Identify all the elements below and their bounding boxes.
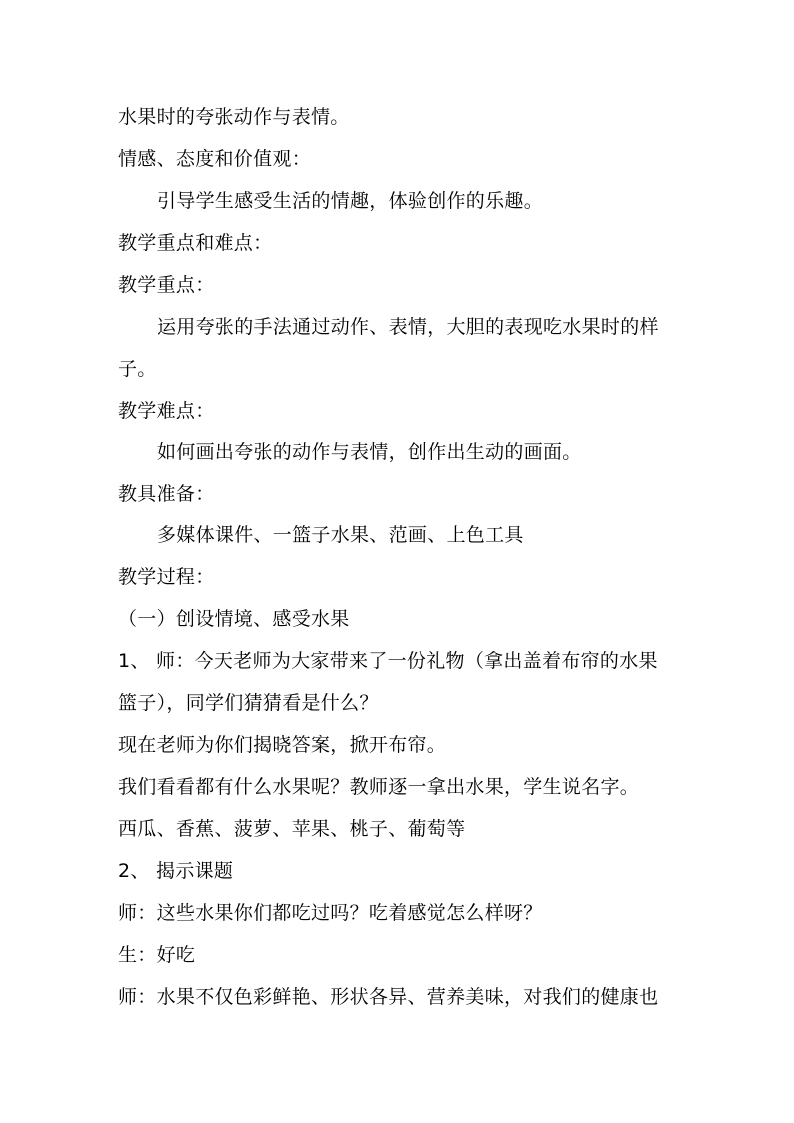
text-line: 子。 xyxy=(118,358,157,380)
text-line: 1、 师：今天老师为大家带来了一份礼物（拿出盖着布帘的水果 xyxy=(118,650,658,672)
text-line: 西瓜、香蕉、菠萝、苹果、桃子、葡萄等 xyxy=(118,818,466,840)
section-heading: 教学重点和难点： xyxy=(118,232,273,254)
text-line: 如何画出夸张的动作与表情，创作出生动的画面。 xyxy=(157,441,582,463)
text-line: 师：水果不仅色彩鲜艳、形状各异、营养美味，对我们的健康也 xyxy=(118,986,659,1008)
section-heading: 情感、态度和价值观： xyxy=(118,148,312,170)
section-heading: 教学重点： xyxy=(118,274,215,296)
section-heading: 教学过程： xyxy=(118,566,215,588)
text-line: 多媒体课件、一篮子水果、范画、上色工具 xyxy=(157,524,524,546)
text-line: 生：好吃 xyxy=(118,944,196,966)
text-line: 2、 揭示课题 xyxy=(118,860,234,882)
text-line: 篮子），同学们猜猜看是什么？ xyxy=(118,692,379,714)
text-line: 水果时的夸张动作与表情。 xyxy=(118,106,350,128)
section-heading: 教学难点： xyxy=(118,400,215,422)
text-line: 现在老师为你们揭晓答案，掀开布帘。 xyxy=(118,734,447,756)
section-heading: （一）创设情境、感受水果 xyxy=(118,608,350,630)
text-line: 师：这些水果你们都吃过吗？吃着感觉怎么样呀？ xyxy=(118,902,543,924)
text-line: 引导学生感受生活的情趣，体验创作的乐趣。 xyxy=(157,190,544,212)
text-line: 我们看看都有什么水果呢？教师逐一拿出水果，学生说名字。 xyxy=(118,776,640,798)
section-heading: 教具准备： xyxy=(118,483,215,505)
text-line: 运用夸张的手法通过动作、表情，大胆的表现吃水果时的样 xyxy=(157,316,659,338)
